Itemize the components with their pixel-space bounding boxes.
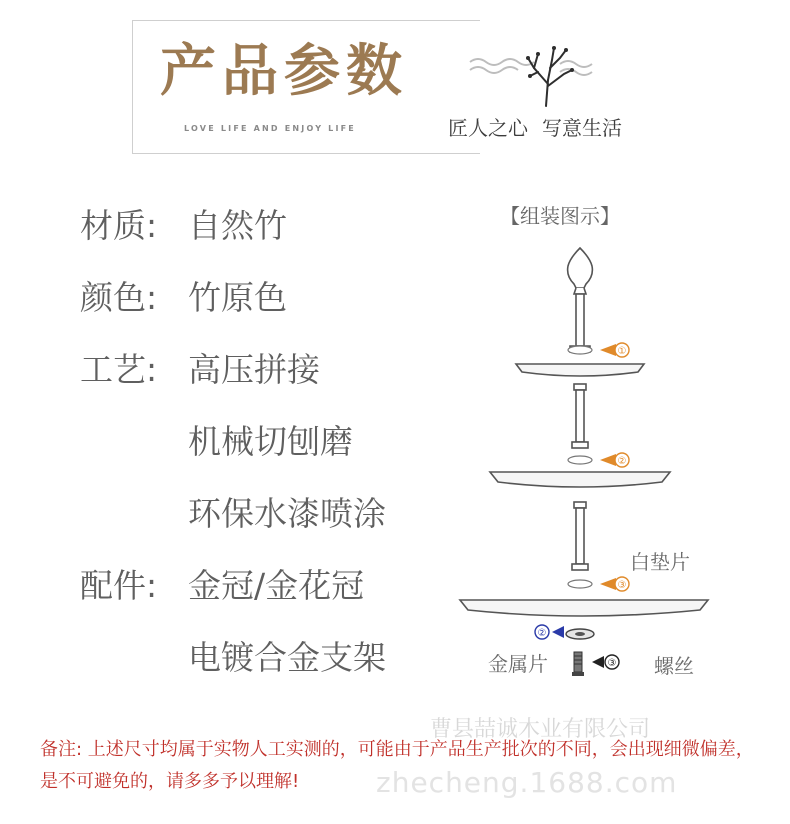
param-value: 自然竹: [188, 206, 287, 245]
marker-3: [600, 577, 629, 591]
rod-middle: [572, 384, 588, 448]
param-label: 材质:: [80, 206, 158, 245]
rod-bottom: [572, 502, 588, 570]
param-accessory-2: [80, 638, 386, 678]
slogan-craftsman: 匠人之心: [448, 116, 528, 140]
disclaimer-note: 备注: 上述尺寸均属于实物人工实测的，可能由于产品生产批次的不同，会出现细微偏差，是不可避免的，请多多予以理解!: [40, 739, 754, 792]
plate-top: [516, 364, 644, 376]
marker-2-label: ②: [617, 456, 627, 467]
marker-2: [600, 453, 629, 467]
marker-1: [600, 343, 629, 357]
label-washer: 白垫片: [630, 550, 690, 574]
watermark-company: 曹县喆诚木业有限公司: [430, 717, 651, 742]
param-process: [80, 350, 320, 390]
param-value: 高压拼接: [188, 350, 320, 389]
param-value: 环保水漆喷涂: [188, 494, 386, 533]
param-value: 金冠/金花冠: [188, 566, 365, 605]
label-metal: 金属片: [488, 652, 548, 676]
plate-bottom: [460, 600, 708, 616]
param-value: 电镀合金支架: [188, 638, 386, 677]
screw-icon: [572, 652, 619, 676]
param-process-3: [80, 494, 386, 534]
tree-branch-icon: [468, 40, 598, 110]
marker-metal-label: ②: [537, 628, 547, 639]
assembly-diagram: [450, 240, 730, 690]
watermark-url: zhecheng.1688.com: [376, 766, 678, 799]
param-label: 工艺:: [80, 350, 158, 389]
marker-1-label: ①: [617, 346, 627, 357]
param-color: [80, 278, 287, 318]
param-process-2: [80, 422, 353, 462]
slogan-life: 写意生活: [542, 116, 622, 140]
param-label: 颜色:: [80, 278, 158, 317]
page-subtitle: LOVE LIFE AND ENJOY LIFE: [184, 124, 356, 133]
metal-piece: [535, 625, 594, 639]
label-screw: 螺丝: [654, 654, 694, 678]
page-title: 产品参数: [160, 39, 408, 104]
param-value: 竹原色: [188, 278, 287, 317]
diagram-title: 【组装图示】: [500, 204, 620, 228]
marker-3-label: ③: [617, 580, 627, 591]
plate-middle: [490, 472, 670, 487]
param-label: 配件:: [80, 566, 158, 605]
slogan: [448, 112, 622, 141]
marker-screw-label: ③: [607, 658, 617, 669]
crown-icon: [568, 248, 593, 352]
param-material: [80, 206, 287, 246]
param-accessory: [80, 566, 364, 606]
param-value: 机械切刨磨: [188, 422, 353, 461]
